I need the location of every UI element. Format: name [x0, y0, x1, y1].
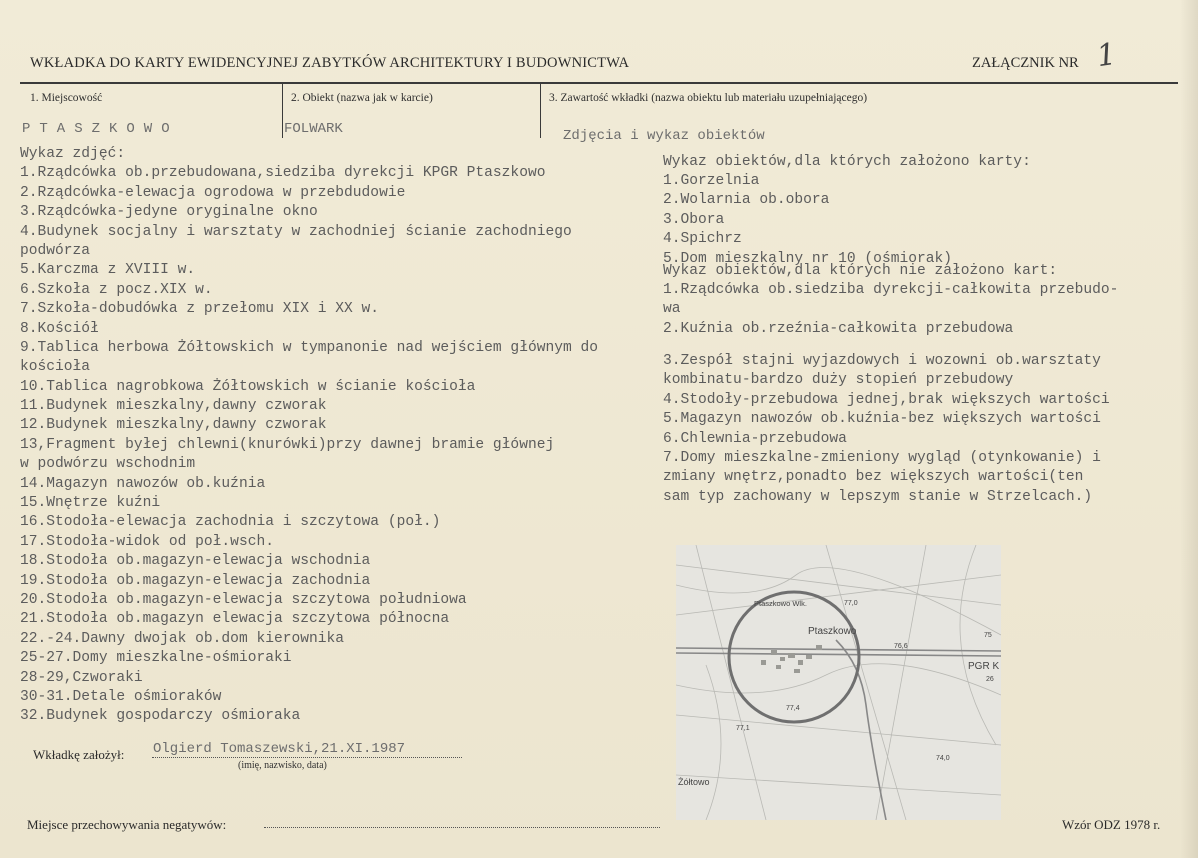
- photo-list-line: 28-29,Czworaki: [20, 669, 143, 686]
- photo-list-line: 2.Rządcówka-elewacja ogrodowa w przebdudowie: [20, 184, 406, 201]
- form-code: Wzór ODZ 1978 r.: [1062, 817, 1161, 832]
- cards-not-created-item: 5.Magazyn nawozów ob.kuźnia-bez większych wartości: [663, 411, 1101, 428]
- map-label-zoltowo: Żółtowo: [678, 777, 710, 787]
- map-label-h3: 77,4: [786, 705, 800, 712]
- cards-not-created-heading-text: Wykaz obiektów,dla których nie założono kart:: [663, 263, 1058, 279]
- attachment-label: ZAŁĄCZNIK NR: [972, 55, 1079, 71]
- photo-list-line: 25-27.Domy mieszkalne-ośmioraki: [20, 650, 292, 667]
- cards-not-created-item: 4.Stodoły-przebudowa jednej,brak większych wartości: [663, 391, 1110, 408]
- content-value: Zdjęcia i wykaz obiektów: [563, 128, 765, 144]
- photo-list: [20, 145, 598, 727]
- map-label-h4: 75: [984, 632, 992, 639]
- cards-not-created-item: 1.Rządcówka ob.siedziba dyrekcji-całkowita przebudo-: [663, 282, 1119, 298]
- locality-value: PTASZKOWO: [22, 121, 179, 137]
- photo-list-line: 22.-24.Dawny dwojak ob.dom kierownika: [20, 630, 345, 647]
- founder-label: Wkładkę założył:: [33, 747, 125, 762]
- photo-list-line: 9.Tablica herbowa Żółtowskich w tympanonie nad wejściem głównym do: [20, 339, 599, 356]
- cards-not-created-list-a: [663, 281, 1118, 339]
- photo-list-line: 1.Rządcówka ob.przebudowana,siedziba dyrekcji KPGR Ptaszkowo: [20, 165, 546, 182]
- map-label-h5: 26: [986, 676, 994, 683]
- cards-created-item: 2.Wolarnia ob.obora: [663, 192, 830, 209]
- photo-list-line: w podwórzu wschodnim: [20, 456, 196, 473]
- cards-created-item: 5.Dom mieszkalny nr 10 (ośmiorak): [663, 250, 953, 267]
- map-label-h2: 76,6: [894, 643, 908, 650]
- photo-list-line: kościoła: [20, 359, 91, 376]
- cards-created-heading-text: Wykaz obiektów,dla których założono karty:: [663, 154, 1031, 170]
- object-label: 2. Obiekt (nazwa jak w karcie): [291, 92, 433, 104]
- map-label-h1: 77,0: [844, 600, 858, 607]
- map-label-village-small: Ptaszkowo Wlk.: [754, 599, 807, 608]
- locality-label: 1. Miejscowość: [30, 92, 103, 104]
- cards-created-item: 1.Gorzelnia: [663, 173, 760, 189]
- photo-list-line: 5.Karczma z XVIII w.: [20, 262, 196, 279]
- photo-list-line: 32.Budynek gospodarczy ośmioraka: [20, 708, 301, 725]
- cards-not-created-item: 2.Kuźnia ob.rzeźnia-całkowita przebudowa: [663, 320, 1014, 337]
- photo-list-line: 21.Stodoła ob.magazyn elewacja szczytowa północna: [20, 611, 450, 628]
- cards-created-item: 3.Obora: [663, 211, 725, 228]
- map-drawing: [676, 545, 1001, 820]
- photo-list-line: 30-31.Detale ośmioraków: [20, 688, 222, 705]
- photo-list-line: 18.Stodoła ob.magazyn-elewacja wschodnia: [20, 553, 371, 570]
- photo-list-line: 17.Stodoła-widok od poł.wsch.: [20, 533, 274, 550]
- photo-list-line: 3.Rządcówka-jedyne oryginalne okno: [20, 204, 318, 221]
- card-title: WKŁADKA DO KARTY EWIDENCYJNEJ ZABYTKÓW ARCHITEKTURY I BUDOWNICTWA: [30, 55, 630, 71]
- photo-list-line: Wykaz zdjęć:: [20, 146, 126, 162]
- cards-not-created-item: wa: [663, 301, 681, 318]
- cards-not-created-item: 6.Chlewnia-przebudowa: [663, 430, 847, 447]
- cards-created-item: 4.Spichrz: [663, 231, 742, 248]
- paper-edge-shadow: [1180, 0, 1198, 858]
- photo-list-line: 16.Stodoła-elewacja zachodnia i szczytowa (poł.): [20, 514, 441, 531]
- cards-not-created-list-b: [663, 352, 1110, 507]
- cards-not-created-item: sam typ zachowany w lepszym stanie w Strzelcach.): [663, 488, 1093, 505]
- photo-list-line: 6.Szkoła z pocz.XIX w.: [20, 281, 213, 298]
- map-label-pgr: PGR K: [968, 661, 1000, 672]
- object-value: FOLWARK: [284, 121, 343, 137]
- photo-list-line: 20.Stodoła ob.magazyn-elewacja szczytowa południowa: [20, 591, 467, 608]
- cards-created-list: [663, 172, 952, 269]
- photo-list-line: podwórza: [20, 242, 91, 259]
- founder-dotted-line: [152, 757, 462, 758]
- photo-list-line: 12.Budynek mieszkalny,dawny czworak: [20, 417, 327, 434]
- founder-value: Olgierd Tomaszewski,21.XI.1987: [153, 741, 406, 757]
- photo-list-line: 11.Budynek mieszkalny,dawny czworak: [20, 398, 327, 415]
- photo-list-line: 19.Stodoła ob.magazyn-elewacja zachodnia: [20, 572, 371, 589]
- photo-list-line: 14.Magazyn nawozów ob.kuźnia: [20, 475, 266, 492]
- cards-not-created-item: 7.Domy mieszkalne-zmieniony wygląd (otynkowanie) i: [663, 449, 1101, 466]
- map-label-village: Ptaszkowo: [808, 626, 857, 637]
- field-divider-1: [282, 83, 283, 138]
- cards-not-created-item: 3.Zespół stajni wyjazdowych i wozowni ob.warsztaty: [663, 353, 1101, 369]
- photo-list-line: 10.Tablica nagrobkowa Żółtowskich w ścianie kościoła: [20, 378, 476, 395]
- map-label-h6: 77,1: [736, 725, 750, 732]
- header-divider: [20, 82, 1178, 84]
- photo-list-line: 13,Fragment byłej chlewni(knurówki)przy dawnej bramie głównej: [20, 436, 555, 453]
- photo-list-line: 8.Kościół: [20, 320, 99, 337]
- cards-created-heading: [663, 153, 1031, 172]
- storage-label: Miejsce przechowywania negatywów:: [27, 817, 227, 832]
- photo-list-line: 15.Wnętrze kuźni: [20, 495, 161, 512]
- map-photo: [676, 545, 1001, 820]
- photo-list-line: 4.Budynek socjalny i warsztaty w zachodniej ścianie zachodniego: [20, 223, 572, 240]
- cards-not-created-item: zmiany wnętrz,ponadto bez większych wartości(ten: [663, 469, 1084, 486]
- map-label-h7: 74,0: [936, 755, 950, 762]
- founder-note: (imię, nazwisko, data): [238, 760, 327, 771]
- content-label: 3. Zawartość wkładki (nazwa obiektu lub materiału uzupełniającego): [549, 92, 868, 104]
- photo-list-line: 7.Szkoła-dobudówka z przełomu XIX i XX w.: [20, 301, 380, 318]
- storage-dotted-line: [264, 827, 660, 828]
- cards-not-created-item: kombinatu-bardzo duży stopień przebudowy: [663, 372, 1014, 389]
- attachment-number: 1: [1094, 36, 1119, 75]
- field-divider-2: [540, 83, 541, 138]
- cards-not-created-heading: [663, 262, 1057, 281]
